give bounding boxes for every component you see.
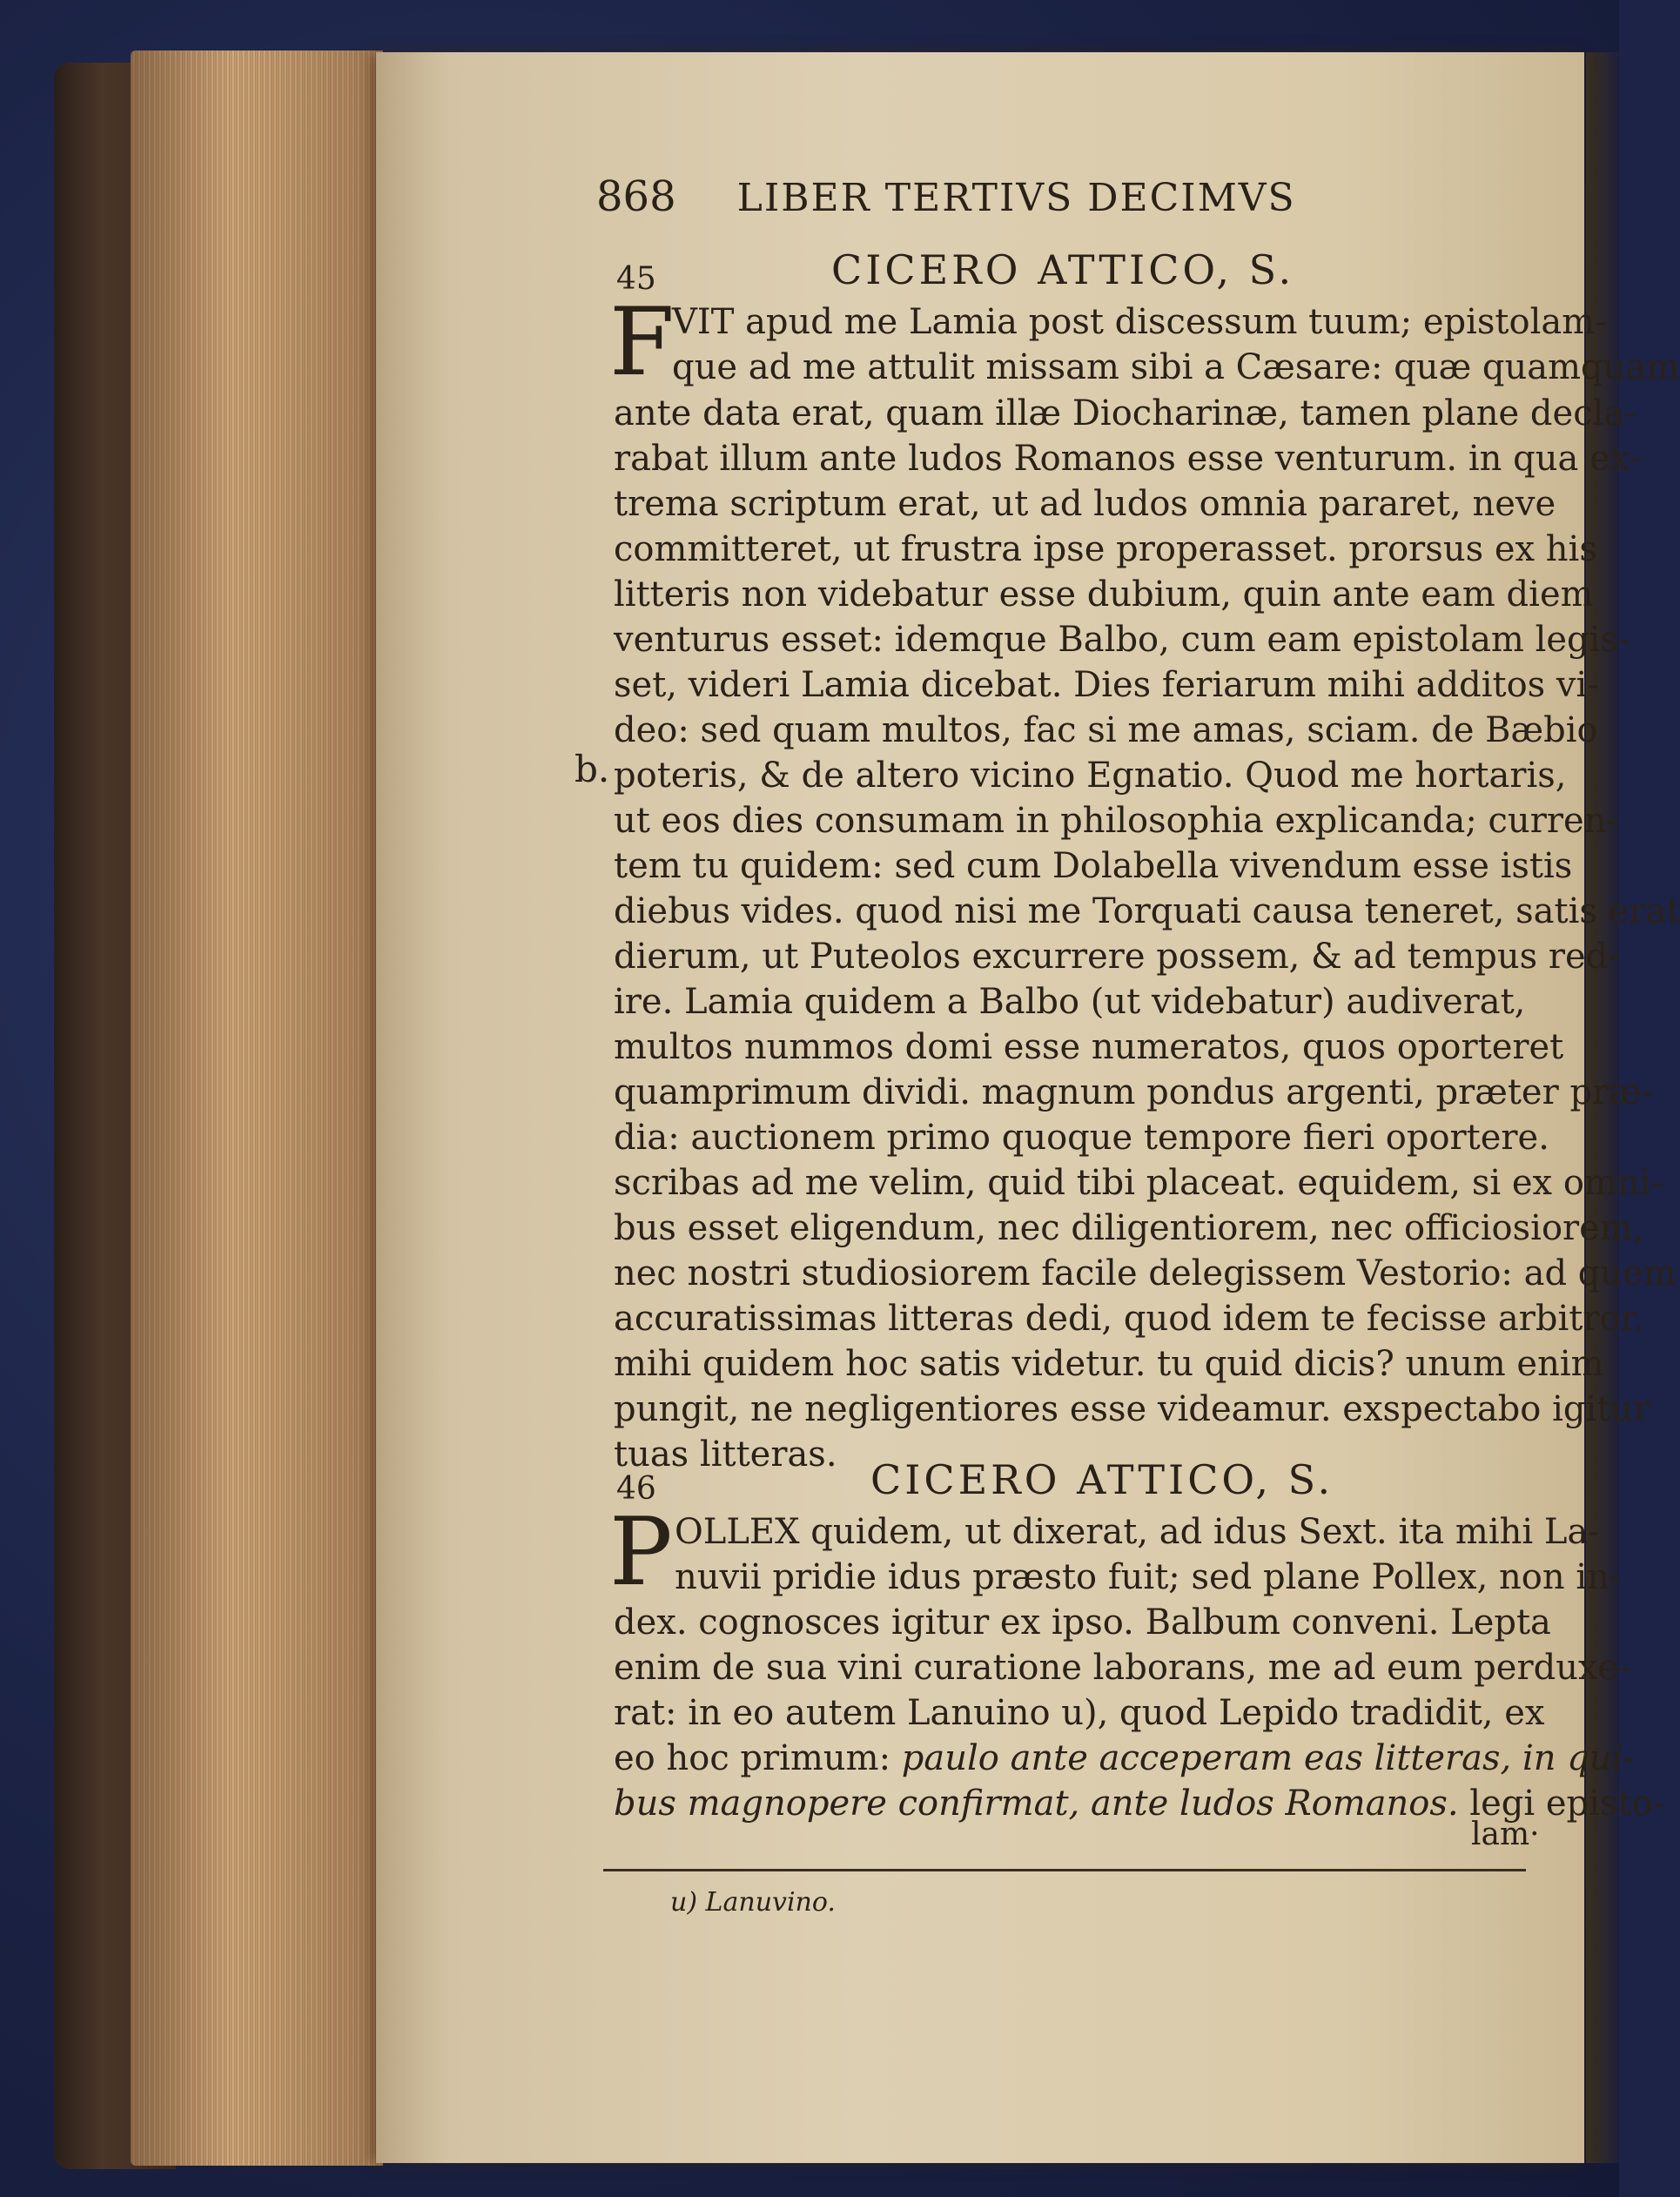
text-line: diebus vides. quod nisi me Torquati causa teneret, satis erat [614,891,1680,931]
text-line: tuas litteras. [614,1434,837,1475]
text-segment-italic: bus magnopere confirmat, ante ludos Romanos. [614,1784,1459,1824]
text-line: tem tu quidem: sed cum Dolabella vivendum esse istis [614,846,1573,886]
text-line: enim de sua vini curatione laborans, me ad eum perduxe- [614,1648,1630,1688]
text-line: trema scriptum erat, ut ad ludos omnia pararet, neve [614,484,1556,524]
letter-title: CICERO ATTICO, S. [870,1456,1334,1503]
text-line: deo: sed quam multos, fac si me amas, sciam. de Bæbio [614,710,1598,750]
text-line: ante data erat, quam illæ Diocharinæ, tamen plane decla- [614,393,1636,433]
text-line: rabat illum ante ludos Romanos esse venturum. in qua ex- [614,439,1642,479]
footnote: u) Lanuvino. [670,1887,836,1918]
margin-mark: b. [575,748,610,790]
text-line: dierum, ut Puteolos excurrere possem, & ad tempus red- [614,937,1620,977]
text-line: pungit, ne negligentiores esse videamur. exspectabo igitur [614,1389,1650,1429]
running-head [596,172,1467,221]
text-line: ire. Lamia quidem a Balbo (ut videbatur) audiverat, [614,982,1526,1022]
text-line: mihi quidem hoc satis videtur. tu quid dicis? unum enim [614,1344,1604,1384]
text-line: que ad me attulit missam sibi a Cæsare: quæ quamquam [672,347,1680,387]
text-segment-italic: paulo ante acceperam eas litteras, in qui- [901,1738,1635,1778]
page-number: 868 [596,172,676,221]
catchword: lam· [1471,1817,1540,1852]
text-segment: legi episto- [1469,1784,1665,1824]
drop-cap: P [609,1498,673,1607]
footnote-rule [603,1869,1526,1871]
text-line: poteris, & de altero vicino Egnatio. Quod me hortaris, [614,756,1567,796]
text-segment: eo hoc primum: [614,1738,891,1778]
running-head-title: LIBER TERTIVS DECIMVS [736,176,1296,220]
letter-title: CICERO ATTICO, S. [831,246,1295,293]
text-line: nuvii pridie idus præsto fuit; sed plane Pollex, non in- [675,1557,1622,1597]
text-line: dia: auctionem primo quoque tempore fieri oportere. [614,1118,1549,1158]
text-line: committeret, ut frustra ipse properasset. prorsus ex his [614,529,1597,569]
text-line: litteris non videbatur esse dubium, quin ante eam diem [614,574,1594,615]
text-line: accuratissimas litteras dedi, quod idem te fecisse arbitror. [614,1299,1644,1339]
text-line: nec nostri studiosiorem facile delegissem Vestorio: ad quem [614,1253,1677,1293]
drop-cap: F [609,288,675,397]
text-line: OLLEX quidem, ut dixerat, ad idus Sext. ita mihi La- [675,1512,1600,1552]
page-edges [131,50,383,2166]
text-line: quamprimum dividi. magnum pondus argenti, præter præ- [614,1072,1654,1112]
text-line: multos nummos domi esse numeratos, quos oporteret [614,1027,1564,1067]
letter-number: 46 [616,1471,656,1507]
text-line: scribas ad me velim, quid tibi placeat. equidem, si ex omni- [614,1163,1663,1203]
text-line: set, videri Lamia dicebat. Dies feriarum mihi additos vi- [614,665,1599,705]
text-line: VIT apud me Lamia post discessum tuum; epistolam- [672,302,1607,342]
text-line: bus esset eligendum, nec diligentiorem, nec officiosiorem, [614,1208,1644,1248]
text-line: rat: in eo autem Lanuino u), quod Lepido tradidit, ex [614,1693,1545,1733]
text-line [614,1736,1635,1781]
text-line: ut eos dies consumam in philosophia explicanda; curren- [614,801,1618,841]
text-line: venturus esset: idemque Balbo, cum eam epistolam legis- [614,620,1630,660]
text-line: dex. cognosces igitur ex ipso. Balbum conveni. Lepta [614,1602,1551,1643]
letter-number: 45 [616,261,656,297]
